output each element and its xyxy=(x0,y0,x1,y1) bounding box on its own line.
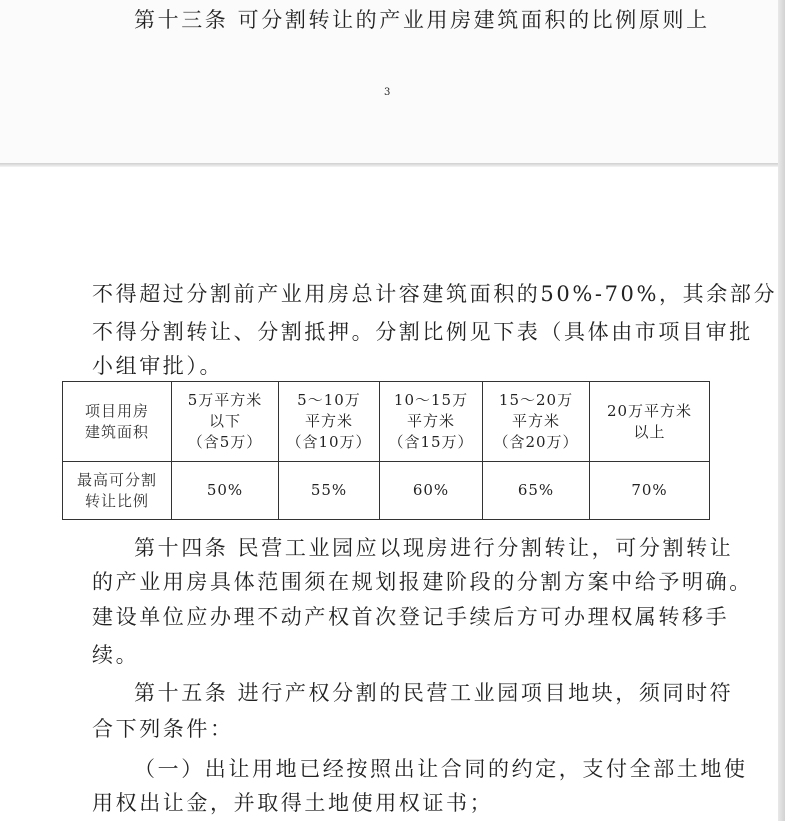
article-13-heading: 第十三条 可分割转让的产业用房建筑面积的比例原则上 xyxy=(134,8,710,32)
header-cell-line: 5～10万 xyxy=(297,391,361,409)
header-cell-line: 建筑面积 xyxy=(84,422,149,441)
split-ratio-table xyxy=(62,381,710,520)
header-cell-20w xyxy=(590,382,710,462)
header-cell-10-15w xyxy=(380,382,483,462)
header-cell-line: （含10万） xyxy=(286,433,372,451)
item-1-line-2: 用权出让金，并取得土地使用权证书； xyxy=(92,791,494,815)
header-cell-line: 以上 xyxy=(633,422,666,441)
page-right-edge xyxy=(778,0,785,821)
header-cell-5-10w xyxy=(279,382,380,462)
article-15-line-2: 合下列条件： xyxy=(92,717,234,741)
article-14-line-4: 续。 xyxy=(92,643,140,667)
table-ratio-row xyxy=(63,462,710,520)
item-1-line-1: （一）出让用地已经按照出让合同的约定，支付全部土地使 xyxy=(134,757,748,781)
row-label-line: 最高可分割 xyxy=(76,470,157,489)
article-14-line-1: 第十四条 民营工业园应以现房进行分割转让，可分割转让 xyxy=(134,536,734,560)
ratio-cell: 55% xyxy=(279,462,380,520)
header-cell-line: 以下 xyxy=(208,412,241,430)
header-cell-line: 20万平方米 xyxy=(606,401,693,420)
article-14-line-2: 的产业用房具体范围须在规划报建阶段的分割方案中给予明确。 xyxy=(92,570,753,594)
paragraph-line-3: 小组审批）。 xyxy=(92,354,224,378)
ratio-cell: 65% xyxy=(483,462,590,520)
header-cell-15-20w xyxy=(483,382,590,462)
paragraph-line-1: 不得超过分割前产业用房总计容建筑面积的50%-70%，其余部分 xyxy=(92,282,778,306)
article-15-line-1: 第十五条 进行产权分割的民营工业园项目地块，须同时符 xyxy=(134,681,734,705)
ratio-cell: 50% xyxy=(172,462,279,520)
header-cell-line: 5万平方米 xyxy=(187,391,263,409)
header-cell-line: （含20万） xyxy=(493,433,579,451)
header-cell-area xyxy=(63,382,172,462)
row-label-line: 转让比例 xyxy=(84,491,149,510)
header-cell-line: 10～15万 xyxy=(393,391,469,409)
table-header-row xyxy=(63,382,710,462)
page-break-shadow xyxy=(0,163,785,167)
header-cell-line: （含5万） xyxy=(187,433,263,451)
header-cell-5w xyxy=(172,382,279,462)
header-cell-line: 平方米 xyxy=(511,412,560,430)
header-cell-line: 15～20万 xyxy=(498,391,574,409)
header-cell-line: 平方米 xyxy=(406,412,455,430)
page-number: 3 xyxy=(384,87,391,98)
header-cell-line: （含15万） xyxy=(388,433,474,451)
row-label-cell xyxy=(63,462,172,520)
ratio-cell: 60% xyxy=(380,462,483,520)
ratio-cell: 70% xyxy=(590,462,710,520)
paragraph-line-2: 不得分割转让、分割抵押。分割比例见下表（具体由市项目审批 xyxy=(92,320,753,344)
article-14-line-3: 建设单位应办理不动产权首次登记手续后方可办理权属转移手 xyxy=(92,605,730,629)
header-cell-line: 平方米 xyxy=(304,412,353,430)
header-cell-line: 项目用房 xyxy=(84,401,149,420)
